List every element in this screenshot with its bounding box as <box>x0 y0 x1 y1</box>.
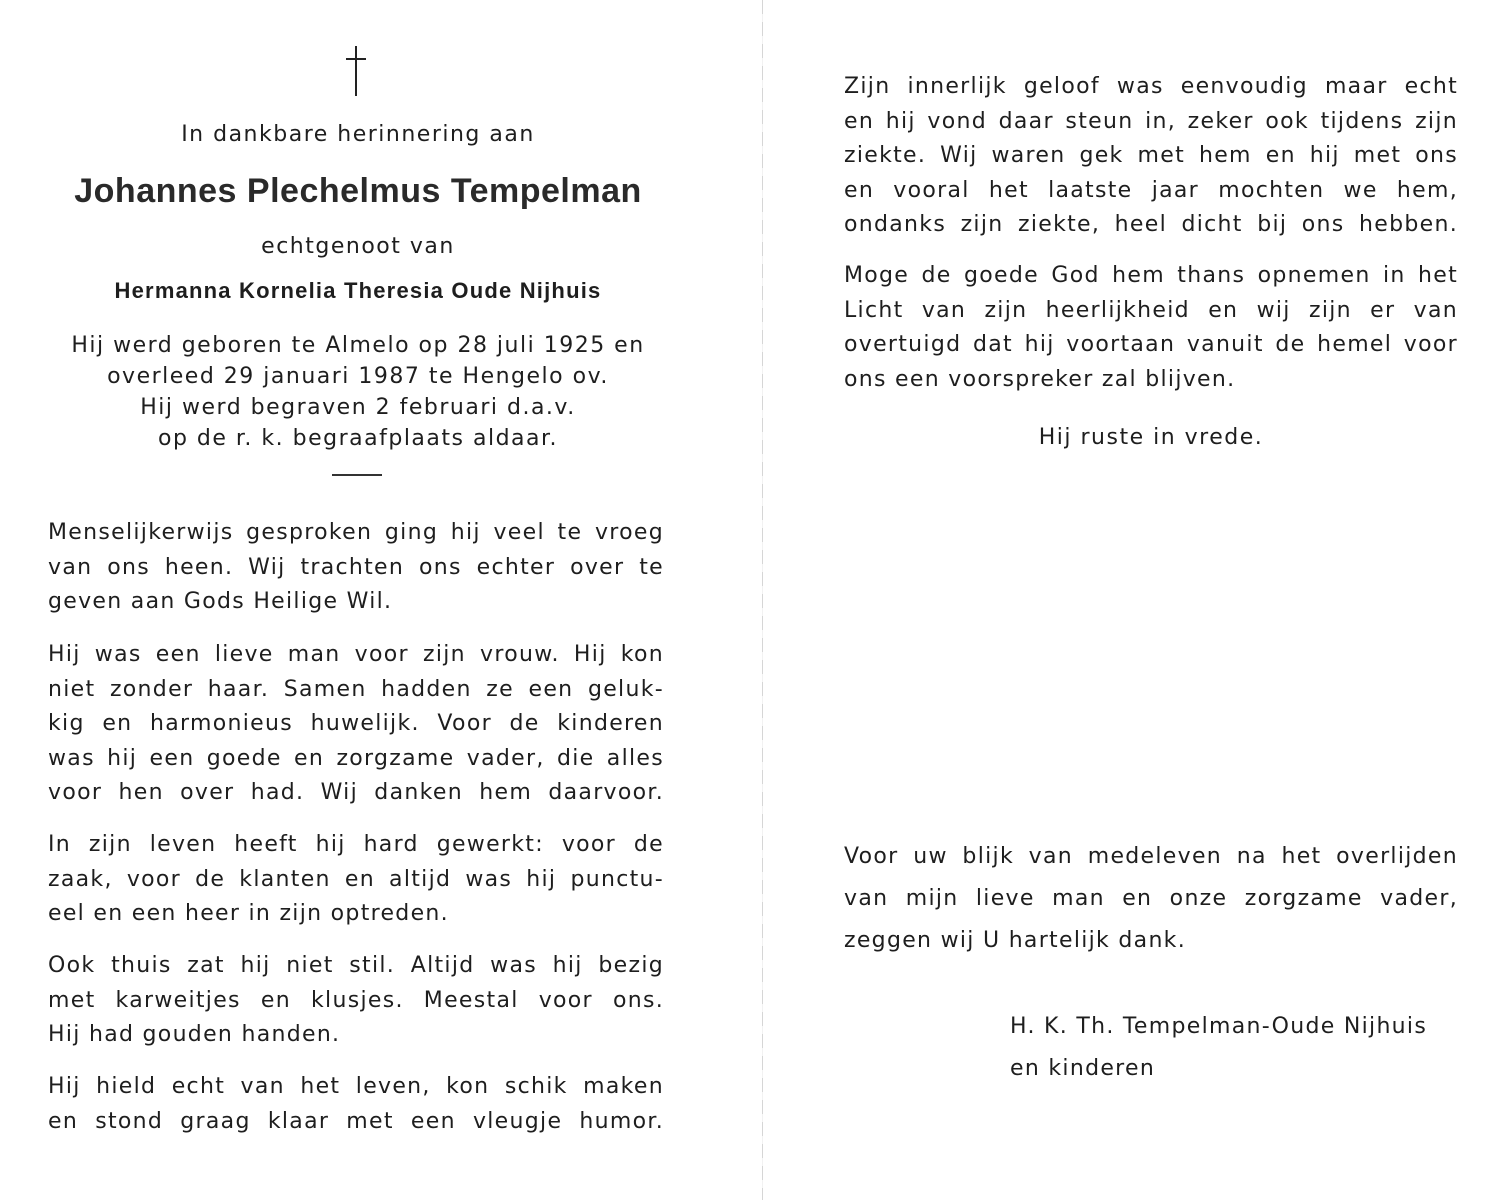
thank-you-note <box>844 836 1458 962</box>
life-facts <box>48 330 668 454</box>
deceased-name: Johannes Plechelmus Tempelman <box>74 172 642 210</box>
section-divider <box>332 474 382 476</box>
text-line: overtuigd dat hij voortaan vanuit de hemel voor <box>844 332 1458 357</box>
fact-line: op de r. k. begraafplaats aldaar. <box>157 426 559 451</box>
paragraph <box>844 259 1458 397</box>
text-line: ziekte. Wij waren gek met hem en hij met ons <box>844 143 1458 168</box>
card-fold-line <box>762 0 763 1200</box>
text-line: Hij was een lieve man voor zijn vrouw. Hij kon <box>48 642 664 667</box>
text-line: zeggen wij U hartelijk dank. <box>844 928 1187 953</box>
text-line: niet zonder haar. Samen hadden ze een geluk- <box>48 676 664 702</box>
paragraph <box>48 516 664 620</box>
text-line: Ook thuis zat hij niet stil. Altijd was hij bezig <box>48 953 664 978</box>
text-line: kig en harmonieus huwelijk. Voor de kinderen <box>48 711 664 736</box>
text-line: voor hen over had. Wij danken hem daarvoor. <box>48 780 664 805</box>
memorial-intro: In dankbare herinnering aan <box>181 122 535 147</box>
text-line: van mijn lieve man en onze zorgzame vader, <box>844 886 1458 911</box>
spouse-label: echtgenoot van <box>261 234 455 259</box>
text-line: In zijn leven heeft hij hard gewerkt: voor de <box>48 832 664 857</box>
text-line: en vooral het laatste jaar mochten we hem, <box>844 177 1458 203</box>
text-line: ondanks zijn ziekte, heel dicht bij ons hebben. <box>844 212 1458 237</box>
text-line: Hij had gouden handen. <box>48 1022 341 1047</box>
signature-name: H. K. Th. Tempelman-Oude Nijhuis <box>1010 1014 1428 1039</box>
text-line: Licht van zijn heerlijkheid en wij zijn er van <box>844 297 1458 323</box>
text-line: Zijn innerlijk geloof was eenvoudig maar echt <box>844 74 1458 99</box>
paragraph <box>48 828 664 932</box>
signature <box>1010 1006 1470 1090</box>
spouse-name: Hermanna Kornelia Theresia Oude Nijhuis <box>114 278 602 303</box>
text-line: en stond graag klaar met een vleugje humor. <box>48 1108 664 1134</box>
paragraph <box>48 1070 664 1139</box>
text-line: ons een voorspreker zal blijven. <box>844 366 1236 392</box>
text-line: van ons heen. Wij trachten ons echter over te <box>48 554 664 580</box>
text-line: Hij hield echt van het leven, kon schik maken <box>48 1074 664 1099</box>
text-line: was hij een goede en zorgzame vader, die alles <box>48 745 664 771</box>
text-line: Menselijkerwijs gesproken ging hij veel te vroeg <box>48 520 664 545</box>
text-line: Voor uw blijk van medeleven na het overlijden <box>844 844 1458 869</box>
text-line: met karweitjes en klusjes. Meestal voor ons. <box>48 987 664 1013</box>
paragraph <box>844 70 1458 243</box>
paragraph <box>48 638 664 811</box>
signature-family: en kinderen <box>1010 1056 1156 1081</box>
text-line: geven aan Gods Heilige Wil. <box>48 589 393 614</box>
fact-line: Hij werd geboren te Almelo op 28 juli 1925 en <box>71 333 645 358</box>
text-line: eel en een heer in zijn optreden. <box>48 901 449 926</box>
text-line: Moge de goede God hem thans opnemen in het <box>844 263 1458 288</box>
rest-in-peace: Hij ruste in vrede. <box>1038 425 1264 450</box>
fact-line: Hij werd begraven 2 februari d.a.v. <box>140 395 576 420</box>
text-line: zaak, voor de klanten en altijd was hij punctu- <box>48 866 664 892</box>
text-line: en hij vond daar steun in, zeker ook tijdens zijn <box>844 108 1458 134</box>
cross-icon <box>344 46 368 96</box>
paragraph <box>48 949 664 1053</box>
fact-line: overleed 29 januari 1987 te Hengelo ov. <box>107 364 609 389</box>
